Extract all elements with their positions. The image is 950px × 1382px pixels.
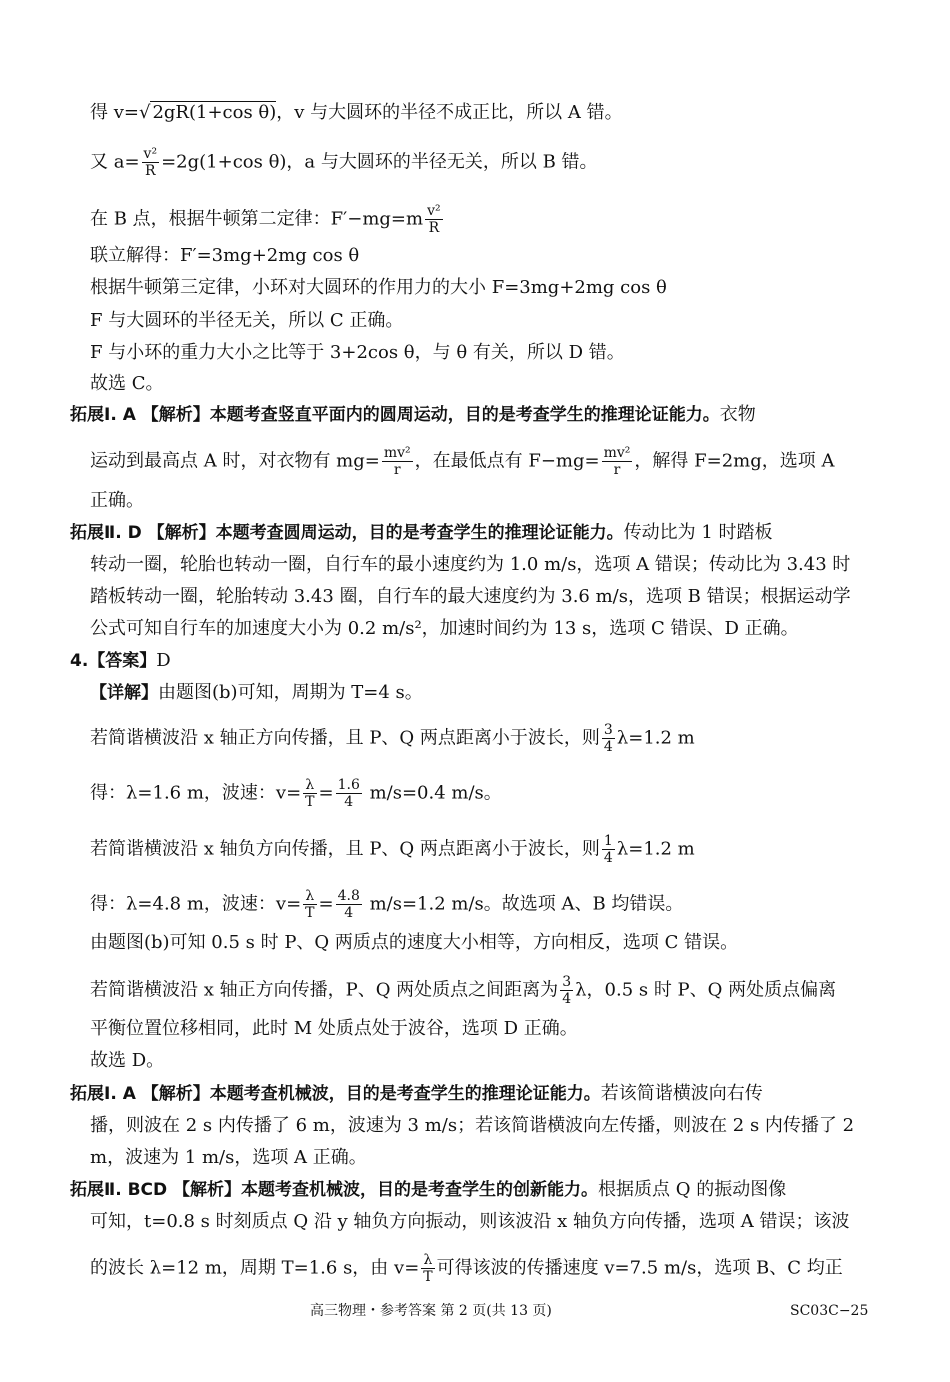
line-11: 正确。 [90, 490, 144, 511]
fraction [560, 974, 573, 1007]
denominator: R [428, 220, 440, 236]
fraction [382, 445, 413, 478]
numerator: λ [303, 888, 316, 905]
line-22: 由题图(b)可知 0.5 s 时 P、Q 两质点的速度大小相等，方向相反，选项 C 错误。 [90, 932, 739, 953]
line-14: 踏板转动一圈，轮胎转动 3.43 圈，自行车的最大速度约为 3.6 m/s，选项 B 错误；根据运动学 [90, 586, 851, 607]
line-31 [90, 1252, 843, 1285]
line-6: F 与大圆环的半径无关，所以 C 正确。 [90, 310, 404, 331]
text: 运动到最高点 A 时，对衣物有 mg= [90, 450, 380, 472]
text: 的波长 λ=12 m，周期 T=1.6 s，由 v= [90, 1257, 420, 1279]
denominator: T [305, 905, 315, 921]
text: 由题图(b)可知，周期为 T=4 s。 [158, 682, 423, 703]
line-18 [90, 722, 695, 755]
fraction [602, 722, 615, 755]
text: 若简谐横波沿 x 轴正方向传播，P、Q 两处质点之间距离为 [90, 979, 559, 1001]
fraction [303, 888, 316, 921]
question-number: 4.【答案】 [70, 651, 157, 671]
line-25: 故选 D。 [90, 1050, 165, 1071]
line-21 [90, 888, 683, 921]
line-10 [90, 445, 834, 478]
denominator: T [423, 1269, 433, 1285]
text: 又 a= [90, 151, 140, 173]
text: ，在最低点有 F−mg= [414, 450, 600, 472]
text: =2g(1+cos θ)，a 与大圆环的半径无关，所以 B 错。 [161, 151, 598, 173]
text: 得：λ=4.8 m，波速：v= [90, 893, 302, 915]
line-15: 公式可知自行车的加速度大小为 0.2 m/s²，加速时间约为 13 s，选项 C 错误、D 正确。 [90, 618, 799, 639]
denominator: 4 [562, 991, 572, 1007]
numerator: 1 [603, 833, 613, 849]
denominator: 4 [344, 794, 354, 810]
fraction [303, 777, 316, 810]
line-20 [90, 833, 695, 866]
line-8: 故选 C。 [90, 373, 164, 394]
numerator: 4.8 [337, 888, 360, 904]
text: m/s=0.4 m/s。 [363, 782, 502, 804]
denominator: T [305, 794, 315, 810]
fraction [336, 777, 362, 810]
text: 得：λ=1.6 m，波速：v= [90, 782, 302, 804]
line-3 [90, 203, 445, 236]
line-26 [70, 1083, 763, 1105]
label: 【详解】 [90, 683, 158, 703]
line-17 [90, 682, 423, 704]
section-heading: 拓展Ⅰ. A 【解析】本题考查机械波，目的是考查学生的推理论证能力。 [70, 1084, 601, 1104]
line-16 [70, 650, 171, 672]
denominator: 4 [603, 739, 613, 755]
text: λ，0.5 s 时 P、Q 两处质点偏离 [575, 979, 837, 1001]
text: 得 v=√ [90, 102, 151, 123]
numerator: v² [427, 203, 441, 219]
fraction [421, 1252, 434, 1285]
line-27: 播，则波在 2 s 内传播了 6 m，波速为 3 m/s；若该简谐横波向左传播，则波在 2 s 内传播了 2 [90, 1115, 855, 1136]
line-9 [70, 404, 756, 426]
page-footer: 高三物理・参考答案 第 2 页(共 13 页) [310, 1303, 552, 1319]
numerator: v² [143, 146, 158, 162]
text: 若该简谐横波向右传 [600, 1083, 763, 1104]
text: ，解得 F=2mg，选项 A [634, 450, 835, 472]
numerator: λ [421, 1252, 434, 1269]
text: λ=1.2 m [616, 838, 695, 860]
line-28: m，波速为 1 m/s，选项 A 正确。 [90, 1147, 367, 1168]
text: λ=1.2 m [616, 727, 695, 749]
line-5: 根据牛顿第三定律，小环对大圆环的作用力的大小 F=3mg+2mg cos θ [90, 277, 667, 298]
fraction [142, 146, 160, 179]
line-29 [70, 1179, 786, 1201]
fraction [602, 833, 615, 866]
line-7: F 与小环的重力大小之比等于 3+2cos θ，与 θ 有关，所以 D 错。 [90, 342, 625, 363]
fraction [425, 203, 443, 236]
doc-code: SC03C−25 [790, 1303, 869, 1319]
denominator: R [145, 163, 156, 179]
text: = [318, 782, 334, 804]
line-1 [90, 102, 623, 124]
text: 衣物 [719, 404, 756, 425]
line-2 [90, 146, 598, 179]
denominator: 4 [603, 850, 613, 866]
line-13: 转动一圈，轮胎也转动一圈，自行车的最小速度约为 1.0 m/s，选项 A 错误；传动比为 3.43 时 [90, 554, 851, 575]
sqrt-expression: 2gR(1+cos θ) [152, 102, 277, 123]
text: ，v 与大圆环的半径不成正比，所以 A 错。 [276, 102, 623, 123]
text: 可得该波的传播速度 v=7.5 m/s，选项 B、C 均正 [436, 1257, 843, 1279]
answer-value: D [156, 650, 171, 671]
line-24: 平衡位置位移相同，此时 M 处质点处于波谷，选项 D 正确。 [90, 1018, 578, 1039]
text: 在 B 点，根据牛顿第二定律：F′−mg=m [90, 208, 424, 230]
numerator: 3 [603, 722, 613, 738]
fraction [602, 445, 633, 478]
text: 若简谐横波沿 x 轴负方向传播，且 P、Q 两点距离小于波长，则 [90, 838, 600, 860]
text: m/s=1.2 m/s。故选项 A、B 均错误。 [363, 893, 684, 915]
section-heading: 拓展Ⅱ. D 【解析】本题考查圆周运动，目的是考查学生的推理论证能力。 [70, 523, 624, 543]
fraction [336, 888, 362, 921]
numerator: 1.6 [337, 777, 360, 793]
section-heading: 拓展Ⅱ. BCD 【解析】本题考查机械波，目的是考查学生的创新能力。 [70, 1180, 599, 1200]
line-23 [90, 974, 836, 1007]
section-heading: 拓展Ⅰ. A 【解析】本题考查竖直平面内的圆周运动，目的是考查学生的推理论证能力。 [70, 405, 720, 425]
numerator: 3 [562, 974, 572, 990]
text: 若简谐横波沿 x 轴正方向传播，且 P、Q 两点距离小于波长，则 [90, 727, 600, 749]
denominator: r [393, 462, 401, 478]
numerator: λ [303, 777, 316, 794]
numerator: mv² [603, 445, 631, 461]
text: 根据质点 Q 的振动图像 [598, 1179, 787, 1200]
line-4: 联立解得：F′=3mg+2mg cos θ [90, 245, 360, 266]
line-12 [70, 522, 773, 544]
numerator: mv² [383, 445, 411, 461]
denominator: r [613, 462, 621, 478]
denominator: 4 [344, 905, 354, 921]
text: 传动比为 1 时踏板 [623, 522, 773, 543]
line-19 [90, 777, 502, 810]
text: = [318, 893, 334, 915]
line-30: 可知，t=0.8 s 时刻质点 Q 沿 y 轴负方向振动，则该波沿 x 轴负方向传播，选项 A 错误；该波 [90, 1211, 850, 1232]
